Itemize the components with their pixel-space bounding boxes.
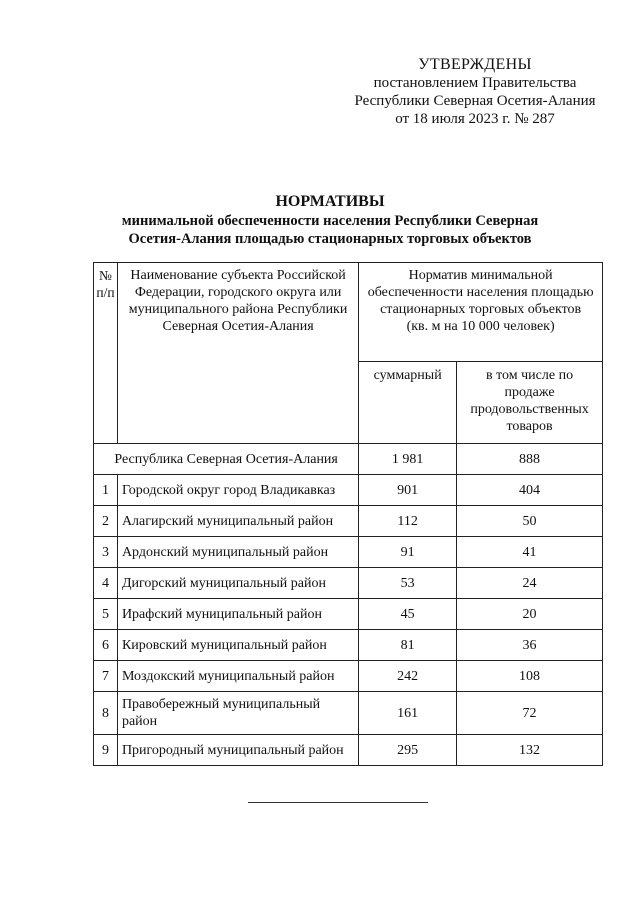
row-total: 901 — [359, 475, 457, 506]
row-name: Кировский муниципальный район — [117, 630, 358, 661]
title-subline: Осетия-Алания площадью стационарных торговых объектов — [128, 231, 532, 247]
approval-title: УТВЕРЖДЕНЫ — [418, 56, 532, 73]
table-row — [94, 661, 603, 692]
row-total: 161 — [359, 692, 457, 735]
row-number: 3 — [94, 537, 118, 568]
summary-label: Республика Северная Осетия-Алания — [94, 444, 359, 475]
table-row — [94, 475, 603, 506]
row-name: Моздокский муниципальный район — [117, 661, 358, 692]
row-name: Пригородный муниципальный район — [117, 735, 358, 766]
title-main: НОРМАТИВЫ — [275, 193, 385, 210]
row-total: 53 — [359, 568, 457, 599]
row-number: 8 — [94, 692, 118, 735]
title-subline: минимальной обеспеченности населения Республики Северная — [121, 213, 539, 229]
row-number: 1 — [94, 475, 118, 506]
table-row — [94, 599, 603, 630]
row-number: 7 — [94, 661, 118, 692]
row-number: 9 — [94, 735, 118, 766]
row-number: 6 — [94, 630, 118, 661]
header-norm-unit: (кв. м на 10 000 человек) — [406, 319, 555, 334]
row-food: 108 — [457, 661, 603, 692]
header-number: № п/п — [94, 263, 118, 444]
row-food: 72 — [457, 692, 603, 735]
summary-row — [94, 444, 603, 475]
row-total: 91 — [359, 537, 457, 568]
approval-date: от 18 июля 2023 г. № 287 — [395, 111, 555, 127]
row-food: 404 — [457, 475, 603, 506]
row-food: 132 — [457, 735, 603, 766]
row-name: Ардонский муниципальный район — [117, 537, 358, 568]
row-name: Городской округ город Владикавказ — [117, 475, 358, 506]
row-food: 41 — [457, 537, 603, 568]
row-name: Алагирский муниципальный район — [117, 506, 358, 537]
table-row — [94, 692, 603, 735]
table-row — [94, 568, 603, 599]
row-food: 24 — [457, 568, 603, 599]
norms-table — [93, 262, 603, 766]
row-total: 295 — [359, 735, 457, 766]
approval-block — [330, 56, 620, 128]
row-name: Дигорский муниципальный район — [117, 568, 358, 599]
row-food: 50 — [457, 506, 603, 537]
row-name: Ирафский муниципальный район — [117, 599, 358, 630]
approval-line: постановлением Правительства — [373, 75, 577, 91]
row-number: 5 — [94, 599, 118, 630]
row-food: 20 — [457, 599, 603, 630]
table-row — [94, 630, 603, 661]
row-number: 4 — [94, 568, 118, 599]
summary-total: 1 981 — [359, 444, 457, 475]
row-total: 242 — [359, 661, 457, 692]
header-total: суммарный — [359, 362, 457, 444]
row-name: Правобережный муниципальный район — [117, 692, 358, 735]
row-total: 112 — [359, 506, 457, 537]
footer-divider — [248, 802, 428, 803]
table-row — [94, 735, 603, 766]
table-row — [94, 506, 603, 537]
summary-food: 888 — [457, 444, 603, 475]
header-food: в том числе по продаже продовольственных товаров — [457, 362, 603, 444]
header-name: Наименование субъекта Российской Федерации, городского округа или муниципального района Республики Северная Осетия-Алания — [117, 263, 358, 444]
approval-line: Республики Северная Осетия-Алания — [354, 93, 596, 109]
table-row — [94, 537, 603, 568]
row-food: 36 — [457, 630, 603, 661]
row-total: 45 — [359, 599, 457, 630]
header-row — [94, 263, 603, 362]
row-number: 2 — [94, 506, 118, 537]
header-norm — [359, 263, 603, 362]
header-norm-text: Норматив минимальной обеспеченности населения площадью стационарных торговых объектов — [367, 268, 594, 317]
document-title — [80, 192, 580, 248]
row-total: 81 — [359, 630, 457, 661]
